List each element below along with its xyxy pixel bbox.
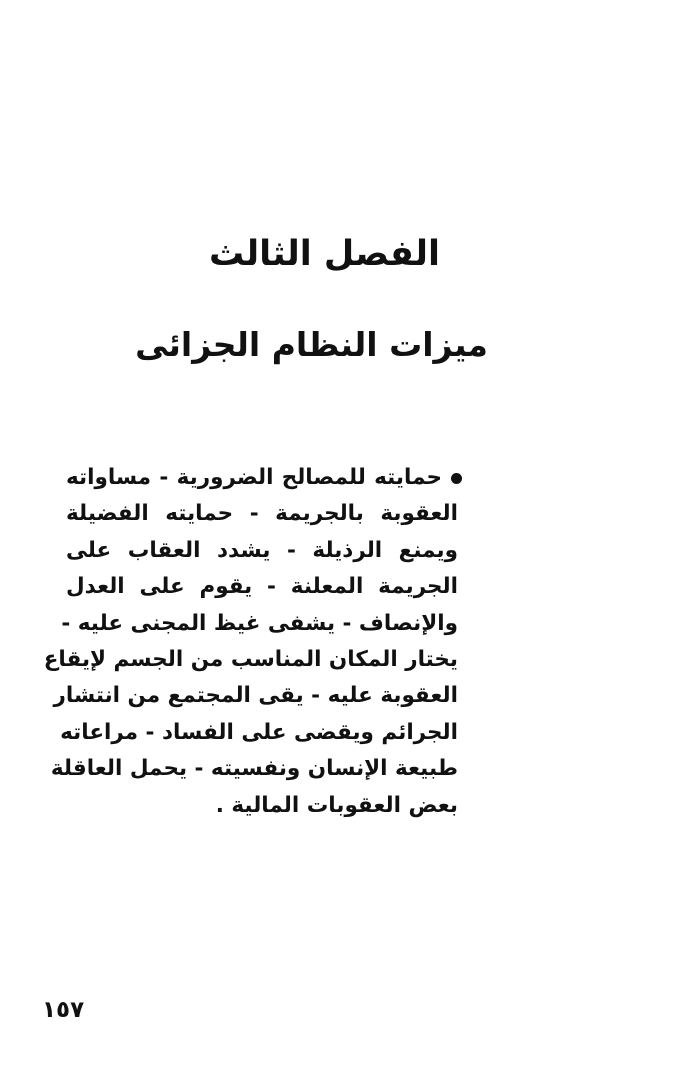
body-line: ويمنع الرذيلة - يشدد العقاب على (66, 537, 458, 563)
chapter-subtitle: ميزات النظام الجزائى (135, 325, 488, 364)
bullet-icon (451, 473, 462, 484)
body-paragraph (43, 460, 458, 824)
body-line: بعض العقوبات المالية . (215, 792, 458, 818)
page-number: ١٥٧ (42, 997, 85, 1023)
body-line: العقوبة عليه - يقى المجتمع من انتشار (53, 683, 458, 709)
body-line: يختار المكان المناسب من الجسم لإيقاع (43, 646, 458, 672)
chapter-title: الفصل الثالث (208, 234, 440, 274)
body-line: الجريمة المعلنة - يقوم على العدل (66, 574, 458, 600)
body-line-text: حمايته للمصالح الضرورية - مساواته (66, 465, 442, 490)
body-line: الجرائم ويقضى على الفساد - مراعاته (60, 719, 458, 745)
body-line (66, 460, 458, 496)
body-line: طبيعة الإنسان ونفسيته - يحمل العاقلة (50, 756, 458, 782)
body-line: العقوبة بالجريمة - حمايته الفضيلة (66, 501, 458, 527)
body-line: والإنصاف - يشفى غيظ المجنى عليه - (61, 610, 458, 636)
